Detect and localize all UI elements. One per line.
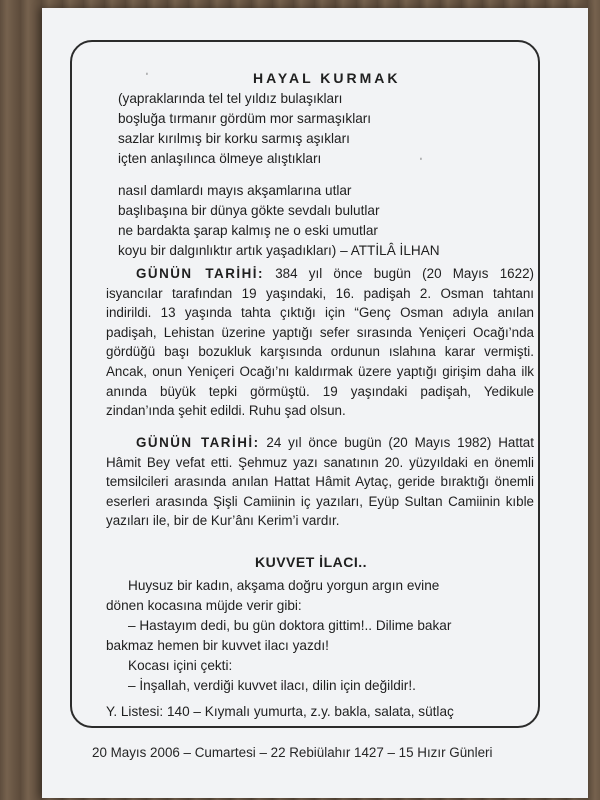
joke-title: KUVVET İLACI.. <box>255 554 368 570</box>
poem-line: sazlar kırılmış bir korku sarmış aşıkları <box>118 131 350 146</box>
recipe-list: Y. Listesi: 140 – Kıymalı yumurta, z.y. bakla, salata, sütlaç <box>106 704 454 719</box>
history-text: 24 yıl önce bugün (20 Mayıs 1982) Hattat Hâmit Bey vefat etti. Şehmuz yazı sanatının 20. yüzyıldaki en önemli temsilcileri arasında anılan Hattat Hâmit Aytaç, geride bıraktığı önemli eserleri arasında Şişli Camiinin iç yazıları, Eyüp Sultan Camiinin kıble yazıları ile, bir de Kur’ânı Kerim’i vardır. <box>106 435 534 529</box>
history-heading: GÜNÜN TARİHİ: <box>136 266 264 281</box>
poem-line: başlıbaşına bir dünya gökte sevdalı bulutlar <box>118 203 380 218</box>
poem-block <box>118 70 548 261</box>
history-paragraph-1 <box>106 264 534 421</box>
history-text: 384 yıl önce bugün (20 Mayıs 1622) isyancılar tarafından 19 yaşındaki, 16. padişah 2. Osman tahtanı indirildi. 13 yaşında tahta çıktığı için “Genç Osman adıyla anılan padişah, Lehistan üzerine yaptığı sefer sırasında Yeniçeri Ocağı’nda gördüğü başı bozukluk karşısında ordunun ıslahına karar vermişti. Ancak, onun Yeniçeri Ocağı’nı kaldırmak üzere yaptığı girişim daha ilk anında büyük tepki görmüştü. 19 yaşındaki padişah, Yedikule zindan’ında şehit edildi. Ruhu şad olsun. <box>106 266 534 419</box>
poem-line: (yapraklarında tel tel yıldız bulaşıkları <box>118 91 343 106</box>
joke-line: – İnşallah, verdiği kuvvet ilacı, dilin için değildir!. <box>128 678 416 693</box>
poem-stanza-2 <box>118 181 548 261</box>
date-footer: 20 Mayıs 2006 – Cumartesi – 22 Rebiülahır 1427 – 15 Hızır Günleri <box>92 745 493 760</box>
joke-line: dönen kocasına müjde verir gibi: <box>106 598 302 613</box>
ink-speck: ʹ <box>146 72 148 83</box>
joke-line: – Hastayım dedi, bu gün doktora gittim!.. Dilime bakar <box>128 618 452 633</box>
poem-line: ne bardakta şarap kalmış ne o eski umutlar <box>118 223 378 238</box>
joke-line: bakmaz hemen bir kuvvet ilacı yazdı! <box>106 638 329 653</box>
ink-speck: ʹ <box>420 157 422 168</box>
poem-line: koyu bir dalgınlıktır artık yaşadıkları) – ATTİLÂ İLHAN <box>118 243 440 258</box>
joke-line: Huysuz bir kadın, akşama doğru yorgun argın evine <box>128 578 440 593</box>
joke-block <box>106 576 538 722</box>
poem-line: nasıl damlardı mayıs akşamlarına utlar <box>118 183 352 198</box>
poem-line: boşluğa tırmanır gördüm mor sarmaşıkları <box>118 111 372 126</box>
history-paragraph-2 <box>106 433 534 531</box>
history-heading: GÜNÜN TARİHİ: <box>136 435 260 450</box>
poem-line: içten anlaşılınca ölmeye alıştıkları <box>118 151 322 166</box>
joke-line: Kocası içini çekti: <box>128 658 233 673</box>
poem-stanza-1 <box>118 89 548 169</box>
poem-title: HAYAL KURMAK <box>253 70 401 86</box>
